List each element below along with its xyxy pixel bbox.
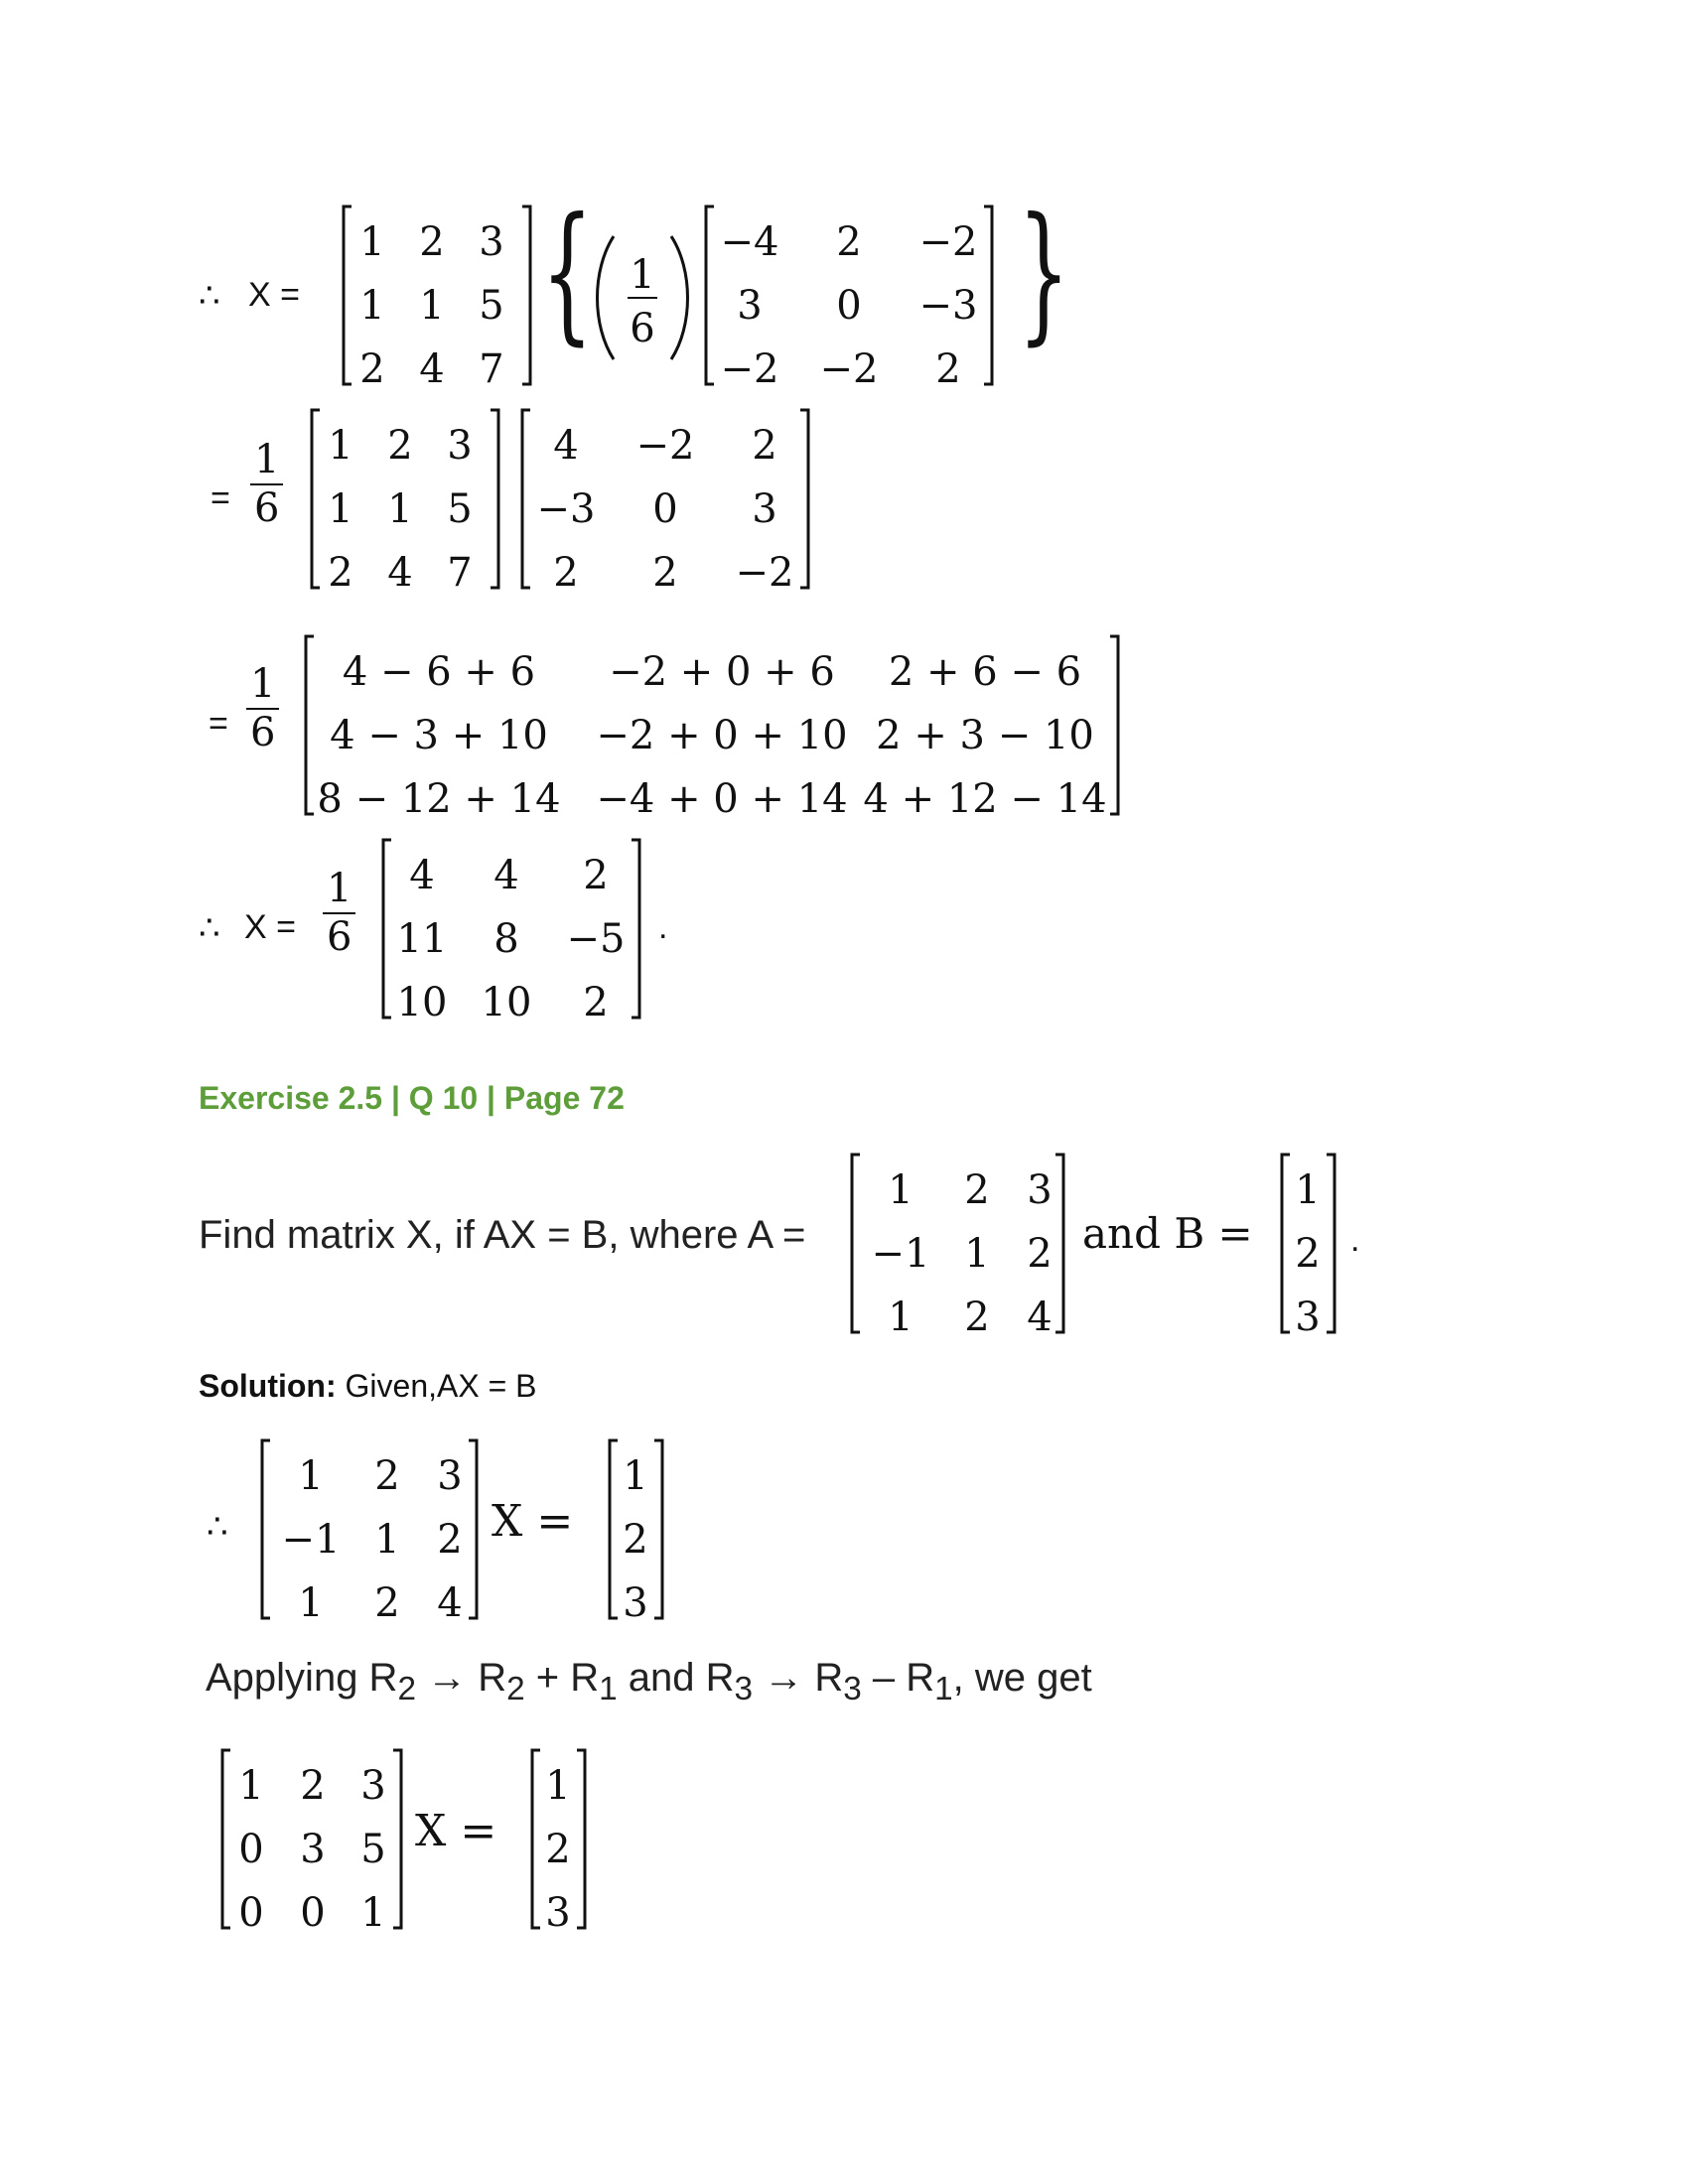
equals-sign: = — [211, 479, 230, 517]
matrix-entry: −2 — [819, 346, 879, 387]
matrix-entry: 4 — [493, 853, 519, 898]
matrix-entry: −4 — [720, 219, 779, 265]
matrix-entry: 2 — [836, 219, 862, 265]
matrix-entry: 1 — [238, 1763, 264, 1809]
one-sixth-fraction — [246, 663, 279, 754]
frac-numerator: 1 — [327, 866, 352, 911]
matrix-entry: 3 — [300, 1827, 326, 1872]
x-equals-expression — [492, 1496, 573, 1547]
matrix-entry: 2 — [935, 346, 961, 387]
subscript: 2 — [397, 1671, 416, 1707]
matrix-entry: 3 — [479, 219, 504, 265]
text-fragment: → R — [753, 1656, 844, 1700]
matrix-entry: 2 — [374, 1453, 400, 1499]
matrix-entry: 4 − 6 + 6 — [342, 649, 536, 695]
x-equals-expression — [415, 1806, 496, 1856]
matrix-entry: 1 — [359, 219, 385, 265]
matrix-entry: 2 — [419, 219, 445, 265]
matrix-entry: −1 — [871, 1231, 930, 1277]
matrix-entry: 1 — [419, 283, 445, 329]
text-fragment: → R — [415, 1656, 507, 1700]
matrix-entry: 8 − 12 + 14 — [317, 776, 561, 817]
matrix-entry: 4 + 12 − 14 — [863, 776, 1107, 817]
system-matrix-b — [604, 1437, 668, 1621]
subscript: 3 — [843, 1671, 862, 1707]
matrix-entry: 1 — [298, 1453, 324, 1499]
matrix-entry: 2 — [652, 550, 678, 591]
frac-denominator: 6 — [254, 485, 280, 532]
matrix-entry: 2 — [300, 1763, 326, 1809]
and-b-equals: and B = — [1082, 1209, 1253, 1258]
therefore-symbol: ∴ — [207, 1508, 228, 1546]
matrix-entry: 0 — [238, 1890, 264, 1931]
variable-x: X — [492, 1496, 523, 1547]
matrix-entry: −2 + 0 + 10 — [596, 713, 848, 758]
frac-denominator: 6 — [630, 306, 655, 351]
x-equals-label: X = — [244, 908, 296, 946]
matrix-entry: 11 — [396, 916, 448, 962]
matrix-entry: 3 — [360, 1763, 386, 1809]
matrix-entry: 2 — [359, 346, 385, 387]
matrix-entry: 3 — [447, 423, 473, 469]
matrix-entry: 4 — [553, 423, 579, 469]
matrix-entry: 0 — [836, 283, 862, 329]
x-equals-label: X = — [248, 276, 300, 314]
matrix-entry: −2 — [735, 550, 794, 591]
text-fragment: + R — [524, 1656, 600, 1700]
matrix-entry: 2 — [374, 1580, 400, 1621]
matrix-entry: 2 — [553, 550, 579, 591]
matrix-entry: 2 — [964, 1295, 990, 1335]
matrix-entry: 3 — [545, 1890, 571, 1931]
matrix-entry: −2 — [720, 346, 779, 387]
adjoint-neg-matrix — [700, 204, 998, 387]
matrix-entry: −2 — [918, 219, 978, 265]
matrix-entry: 1 — [374, 1517, 400, 1563]
matrix-entry: −1 — [281, 1517, 341, 1563]
matrix-entry: 2 — [1027, 1231, 1053, 1277]
matrix-entry: 2 — [387, 423, 413, 469]
one-sixth-fraction — [323, 868, 355, 959]
matrix-entry: 1 — [298, 1580, 324, 1621]
matrix-entry: −3 — [918, 283, 978, 329]
period: . — [658, 908, 668, 946]
subscript: 3 — [734, 1671, 754, 1707]
matrix-entry: 5 — [447, 486, 473, 532]
matrix-entry: −2 + 0 + 6 — [609, 649, 835, 695]
row-operation-text — [206, 1656, 1092, 1708]
expanded-product-matrix — [300, 633, 1124, 817]
matrix-entry: 1 — [888, 1295, 914, 1335]
matrix-entry: −5 — [566, 916, 626, 962]
one-sixth-fraction — [250, 439, 283, 530]
matrix-entry: 1 — [888, 1167, 914, 1213]
matrix-entry: 2 — [437, 1517, 463, 1563]
matrix-entry: 5 — [360, 1827, 386, 1872]
matrix-entry: 0 — [652, 486, 678, 532]
solution-line — [199, 1368, 537, 1405]
left-brace: { — [541, 187, 594, 359]
matrix-entry: 4 — [1027, 1295, 1053, 1335]
matrix-entry: 2 + 3 − 10 — [876, 713, 1094, 758]
matrix-entry: 7 — [447, 550, 473, 591]
matrix-entry: 1 — [328, 423, 353, 469]
question-matrix-b — [1276, 1152, 1340, 1335]
matrix-entry: 10 — [481, 980, 532, 1021]
therefore-symbol: ∴ — [199, 909, 220, 947]
matrix-entry: 5 — [479, 283, 504, 329]
matrix-entry: 2 — [752, 423, 777, 469]
matrix-entry: 2 — [545, 1827, 571, 1872]
text-fragment: , we get — [952, 1656, 1092, 1700]
variable-x: X — [415, 1806, 447, 1856]
matrix-entry: 2 — [964, 1167, 990, 1213]
matrix-entry: 3 — [737, 283, 763, 329]
matrix-entry: 1 — [328, 486, 353, 532]
matrix-entry: 3 — [1027, 1167, 1053, 1213]
matrix-entry: −3 — [536, 486, 596, 532]
matrix-entry: 2 — [583, 853, 609, 898]
matrix-a-line2 — [306, 407, 504, 591]
matrix-entry: 4 − 3 + 10 — [330, 713, 548, 758]
text-fragment: – R — [861, 1656, 935, 1700]
matrix-entry: 10 — [396, 980, 448, 1021]
therefore-symbol: ∴ — [199, 277, 220, 315]
matrix-entry: 1 — [623, 1453, 648, 1499]
period: . — [1350, 1221, 1360, 1259]
matrix-a-line1 — [338, 204, 536, 387]
result-matrix — [377, 837, 645, 1021]
frac-denominator: 6 — [250, 710, 276, 756]
system-matrix-a — [256, 1437, 483, 1621]
matrix-entry: 2 — [328, 550, 353, 591]
frac-denominator: 6 — [327, 914, 352, 961]
reduced-matrix-b — [526, 1747, 591, 1931]
matrix-entry: 1 — [360, 1890, 386, 1931]
matrix-entry: 1 — [1295, 1167, 1321, 1213]
right-brace: } — [1018, 187, 1070, 359]
matrix-entry: 1 — [964, 1231, 990, 1277]
matrix-entry: −4 + 0 + 14 — [596, 776, 848, 817]
exercise-header: Exercise 2.5 | Q 10 | Page 72 — [199, 1080, 625, 1116]
matrix-entry: −2 — [635, 423, 695, 469]
question-matrix-a — [846, 1152, 1069, 1335]
frac-numerator: 1 — [254, 437, 280, 482]
matrix-entry: 8 — [493, 916, 519, 962]
matrix-entry: 1 — [545, 1763, 571, 1809]
matrix-entry: 3 — [437, 1453, 463, 1499]
text-fragment: and R — [617, 1656, 735, 1700]
matrix-entry: 3 — [1295, 1295, 1321, 1335]
matrix-entry: 4 — [437, 1580, 463, 1621]
equals-sign: = — [536, 1496, 574, 1547]
matrix-entry: 0 — [300, 1890, 326, 1931]
matrix-entry: 4 — [387, 550, 413, 591]
equals-sign: = — [460, 1806, 497, 1856]
matrix-entry: 3 — [752, 486, 777, 532]
frac-numerator: 1 — [630, 252, 655, 298]
matrix-entry: 2 — [583, 980, 609, 1021]
subscript: 1 — [599, 1671, 618, 1707]
solution-given: Given,AX = B — [345, 1368, 537, 1404]
subscript: 2 — [506, 1671, 525, 1707]
matrix-entry: 4 — [419, 346, 445, 387]
matrix-entry: 2 — [1295, 1231, 1321, 1277]
reduced-matrix-a — [216, 1747, 407, 1931]
matrix-entry: 3 — [623, 1580, 648, 1621]
adjoint-matrix — [516, 407, 814, 591]
matrix-entry: 7 — [479, 346, 504, 387]
solution-label: Solution: — [199, 1368, 337, 1404]
matrix-entry: 1 — [387, 486, 413, 532]
frac-numerator: 1 — [250, 661, 276, 707]
text-fragment: Applying R — [206, 1656, 398, 1700]
equals-sign: = — [209, 705, 228, 743]
subscript: 1 — [934, 1671, 953, 1707]
matrix-entry: 0 — [238, 1827, 264, 1872]
scalar-one-sixth-parenthesized — [588, 230, 697, 365]
matrix-entry: 2 + 6 − 6 — [888, 649, 1082, 695]
matrix-entry: 2 — [623, 1517, 648, 1563]
question-text: Find matrix X, if AX = B, where A = — [199, 1213, 806, 1257]
matrix-entry: 4 — [409, 853, 435, 898]
matrix-entry: 1 — [359, 283, 385, 329]
